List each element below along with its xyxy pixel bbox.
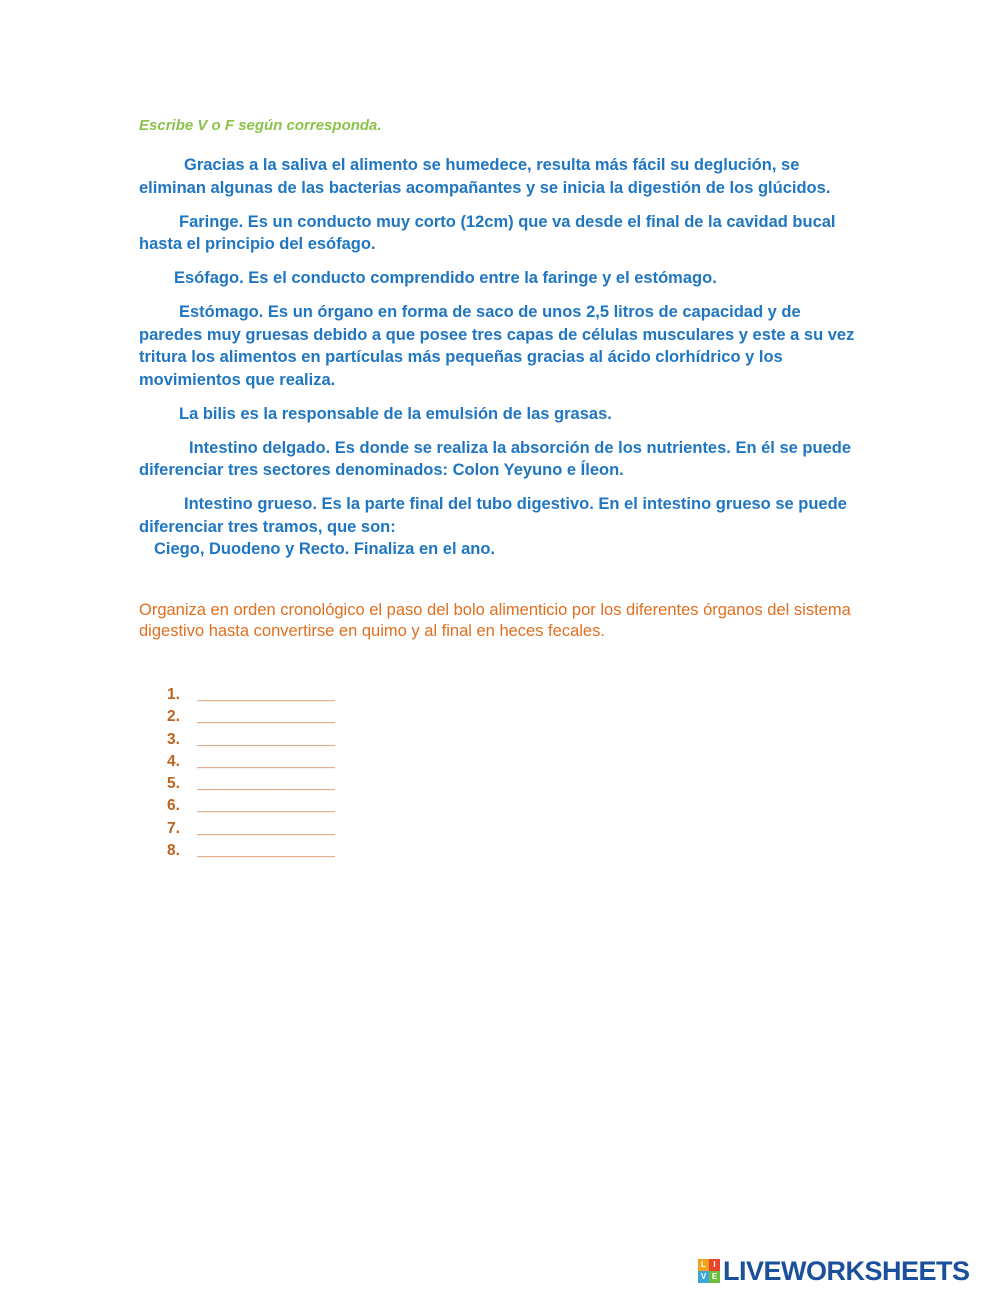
logo-mark-tile: L [698,1259,709,1271]
answer-item [167,818,335,840]
answer-item [167,840,335,862]
logo-mark-tile: E [709,1271,720,1283]
statement-intestino-grueso [139,493,864,561]
statement-text: Esófago. Es el conducto comprendido entre la faringe y el estómago. [174,269,717,287]
statement-text: Intestino grueso. Es la parte final del tubo digestivo. En el intestino grueso se puede diferenciar tres tramos, que son: [139,495,847,536]
statement-estomago [139,301,864,391]
logo-text: LIVEWORKSHEETS [723,1256,970,1286]
answer-number: 1. [167,686,180,703]
answer-list [167,684,335,862]
statement-extra-text: Ciego, Duodeno y Recto. Finaliza en el ano. [154,540,496,558]
statement-intestino-delgado [139,437,864,482]
statement-bilis [139,403,864,426]
answer-number: 6. [167,797,180,815]
answer-number: 5. [167,775,180,793]
answer-item [167,795,335,817]
liveworksheets-logo [698,1257,970,1285]
answer-item [167,706,335,728]
answer-blank[interactable]: ________________ [197,708,335,726]
answer-item [167,773,335,795]
logo-mark-tile: V [698,1271,709,1283]
answer-blank[interactable]: ________________ [197,730,335,748]
answer-blank[interactable]: ________________ [197,842,335,860]
answer-number: 3. [167,730,180,748]
answer-item [167,684,335,706]
answer-blank[interactable]: ________________ [197,797,335,815]
answer-number: 4. [167,752,180,770]
logo-mark-tile: I [709,1259,720,1271]
ordering-task: Organiza en orden cronológico el paso del bolo alimenticio por los diferentes órganos del sistema digestivo hasta convertirse en quimo y al final en heces fecales. [139,601,851,640]
statement-text: La bilis es la responsable de la emulsión de las grasas. [179,404,612,423]
answer-blank[interactable]: ________________ [197,752,335,770]
statement-text: Intestino delgado. Es donde se realiza la absorción de los nutrientes. En él se puede diferenciar tres sectores denominados: Colon Yeyuno e Íleon. [139,438,851,479]
answer-blank[interactable]: ________________ [197,686,335,703]
logo-mark-icon [698,1259,720,1283]
statement-text: Estómago. Es un órgano en forma de saco de unos 2,5 litros de capacidad y de paredes muy gruesas debido a que posee tres capas de células musculares y este a su vez tritura los alimentos en partículas más pequeñas gracias al ácido clorhídrico y los movimientos que realiza. [139,303,855,389]
answer-item [167,751,335,773]
statement-esofago [139,267,864,290]
statement-saliva [139,154,864,199]
answer-number: 8. [167,842,180,860]
instruction-heading: Escribe V o F según corresponda. [139,117,382,134]
statement-text: Faringe. Es un conducto muy corto (12cm) que va desde el final de la cavidad bucal hasta el principio del esófago. [139,212,836,253]
statement-text: Gracias a la saliva el alimento se humedece, resulta más fácil su deglución, se eliminan algunas de las bacterias acompañantes y se inicia la digestión de los glúcidos. [139,156,831,197]
statement-faringe [139,211,864,256]
answer-blank[interactable]: ________________ [197,819,335,837]
answer-number: 2. [167,708,180,726]
answer-number: 7. [167,819,180,837]
answer-item [167,729,335,751]
answer-blank[interactable]: ________________ [197,775,335,793]
statement-list [139,154,864,572]
